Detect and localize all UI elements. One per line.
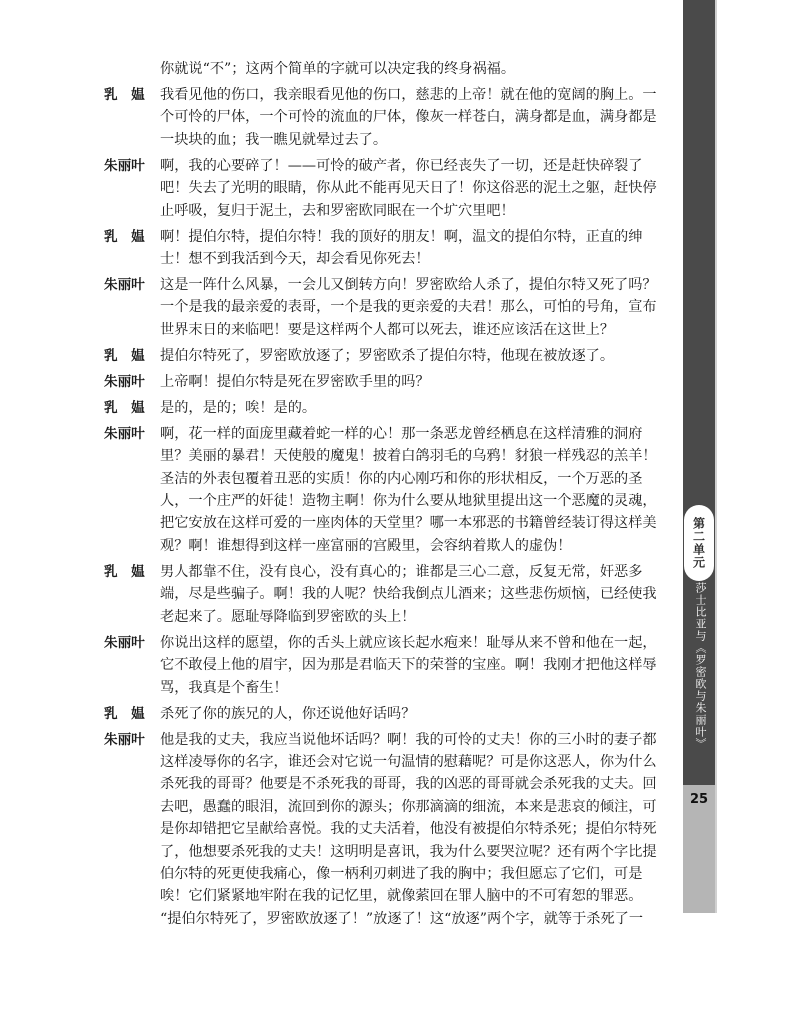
speech-line: 是你却错把它呈献给喜悦。我的丈夫活着，他没有被提伯尔特杀死；提伯尔特死 (160, 821, 657, 838)
speech-line: “提伯尔特死了，罗密欧放逐了！”放逐了！这“放逐”两个字，就等于杀死了一 (160, 910, 644, 927)
speaker-name: 朱丽叶 (104, 373, 145, 390)
speech-line: 里？美丽的暴君！天使般的魔鬼！披着白鸽羽毛的乌鸦！豺狼一样残忍的羔羊！ (160, 448, 657, 465)
speech-line: 啊，我的心要碎了！——可怜的破产者，你已经丧失了一切，还是赶快碎裂了 (160, 157, 643, 174)
dialogue-entry (104, 226, 664, 271)
speech-line: 杀死我的哥哥？他要是不杀死我的哥哥，我的凶恶的哥哥就会杀死我的丈夫。回 (160, 776, 657, 793)
speech-line: 这样凌辱你的名字，谁还会对它说一句温情的慰藉呢？可是你这恶人，你为什么 (160, 753, 657, 770)
speech-text (160, 397, 664, 419)
dialogue-list (104, 84, 664, 930)
dialogue-entry (104, 345, 664, 367)
chapter-label: 莎士比亚与《罗密欧与朱丽叶》 (694, 582, 707, 750)
speech-line: 杀死了你的族兄的人，你还说他好话吗？ (160, 705, 416, 722)
play-text (104, 58, 664, 930)
speech-line: 啊！提伯尔特，提伯尔特！我的顶好的朋友！啊，温文的提伯尔特，正直的绅 (160, 228, 643, 245)
speaker-name: 朱丽叶 (104, 731, 145, 748)
speech-line: 它不敢侵上他的眉宇，因为那是君临天下的荣誉的宝座。啊！我刚才把他这样辱 (160, 657, 657, 674)
speech-line: 端，尽是些骗子。啊！我的人呢？快给我倒点儿酒来；这些悲伤烦恼，已经使我 (160, 586, 657, 603)
dialogue-entry (104, 397, 664, 419)
speech-line: 吧！失去了光明的眼睛，你从此不能再见天日了！你这俗恶的泥土之躯，赶快停 (160, 180, 657, 197)
dialogue-entry (104, 274, 664, 341)
speech-line: 一个是我的最亲爱的表哥，一个是我的更亲爱的夫君！那么，可怕的号角，宣布 (160, 299, 657, 316)
unit-label: 第二单元 (691, 517, 706, 569)
speech-text (160, 155, 664, 222)
dialogue-entry (104, 632, 664, 699)
unit-badge (684, 505, 714, 581)
speaker-name: 朱丽叶 (104, 425, 145, 442)
speech-line: 个可怜的尸体，一个可怜的流血的尸体，像灰一样苍白，满身都是血，满身都是 (160, 109, 657, 126)
speech-line: 把它安放在这样可爱的一座肉体的天堂里？哪一本邪恶的书籍曾经装订得这样美 (160, 515, 657, 532)
speech-text (160, 84, 664, 151)
chapter-sidebar (683, 0, 717, 1035)
speech-line: 你说出这样的愿望，你的舌头上就应该长起水疱来！耻辱从来不曾和他在一起， (160, 634, 657, 651)
speech-line: 一块块的血；我一瞧见就晕过去了。 (160, 131, 388, 148)
speaker-name: 乳 媪 (104, 87, 145, 103)
speech-text (160, 345, 664, 367)
speech-line: 骂，我真是个畜生！ (160, 679, 288, 696)
speaker-name: 朱丽叶 (104, 277, 145, 294)
speech-line: 世界末日的来临吧！要是这样两个人都可以死去，谁还应该活在这世上？ (160, 321, 615, 338)
speech-line: 人，一个庄严的奸徒！造物主啊！你为什么要从地狱里提出这一个恶魔的灵魂， (160, 493, 657, 510)
speech-line: 上帝啊！提伯尔特是死在罗密欧手里的吗？ (160, 373, 430, 390)
dialogue-entry (104, 155, 664, 222)
speaker-name: 乳 媪 (104, 563, 145, 580)
speech-line: 是的，是的；唉！是的。 (160, 399, 317, 416)
dialogue-entry (104, 423, 664, 557)
speech-text (160, 729, 664, 931)
opening-line: 你就说“不”；这两个简单的字就可以决定我的终身祸福。 (160, 61, 516, 77)
speaker-name: 朱丽叶 (104, 157, 145, 174)
speech-line: 男人都靠不住，没有良心，没有真心的；谁都是三心二意，反复无常，奸恶多 (160, 563, 643, 580)
speech-text (160, 632, 664, 699)
speech-line: 这是一阵什么风暴，一会儿又倒转方向！罗密欧给人杀了，提伯尔特又死了吗？ (160, 277, 657, 294)
page-number: 25 (689, 792, 709, 807)
speech-line: 圣洁的外表包覆着丑恶的实质！你的内心刚巧和你的形状相反，一个万恶的圣 (160, 470, 643, 487)
speech-line: 了，他想要杀死我的丈夫！这明明是喜讯，我为什么要哭泣呢？还有两个字比提 (160, 843, 657, 860)
dialogue-entry (104, 84, 664, 151)
dialogue-entry (104, 371, 664, 393)
speaker-name: 乳 媪 (104, 705, 145, 722)
speech-text (160, 371, 664, 393)
speech-line: 啊，花一样的面庞里藏着蛇一样的心！那一条恶龙曾经栖息在这样清雅的洞府 (160, 425, 643, 442)
speaker-name: 乳 媪 (104, 228, 145, 245)
speaker-name: 朱丽叶 (104, 634, 145, 651)
speech-line: 老起来了。愿耻辱降临到罗密欧的头上！ (160, 608, 416, 625)
speech-text (160, 561, 664, 628)
sidebar-edge (715, 0, 717, 913)
speech-line: 去吧，愚蠢的眼泪，流回到你的源头；你那滴滴的细流，本来是悲哀的倾注，可 (160, 798, 657, 815)
speech-text (160, 274, 664, 341)
speech-text (160, 423, 664, 557)
speech-line: 他是我的丈夫，我应当说他坏话吗？啊！我的可怜的丈夫！你的三小时的妻子都 (160, 731, 657, 748)
speech-line: 观？啊！谁想得到这样一座富丽的宫殿里，会容纳着欺人的虚伪！ (160, 537, 572, 554)
dialogue-entry (104, 561, 664, 628)
speech-line: 止呼吸，复归于泥土，去和罗密欧同眠在一个圹穴里吧！ (160, 202, 515, 219)
speech-text (160, 703, 664, 725)
dialogue-entry (104, 703, 664, 725)
speech-line: 唉！它们紧紧地牢附在我的记忆里，就像萦回在罪人脑中的不可宥恕的罪恶。 (160, 888, 643, 905)
speaker-name: 乳 媪 (104, 347, 145, 364)
dialogue-entry (104, 729, 664, 931)
speech-line: 伯尔特的死更使我痛心，像一柄利刃刺进了我的胸中；我但愿忘了它们，可是 (160, 865, 643, 882)
speech-line: 士！想不到我活到今天，却会看见你死去！ (160, 251, 430, 268)
speech-text (160, 226, 664, 271)
speech-line: 提伯尔特死了，罗密欧放逐了；罗密欧杀了提伯尔特，他现在被放逐了。 (160, 347, 615, 364)
speech-line: 我看见他的伤口，我亲眼看见他的伤口，慈悲的上帝！就在他的宽阔的胸上。一 (160, 87, 657, 103)
speaker-name: 乳 媪 (104, 399, 145, 416)
